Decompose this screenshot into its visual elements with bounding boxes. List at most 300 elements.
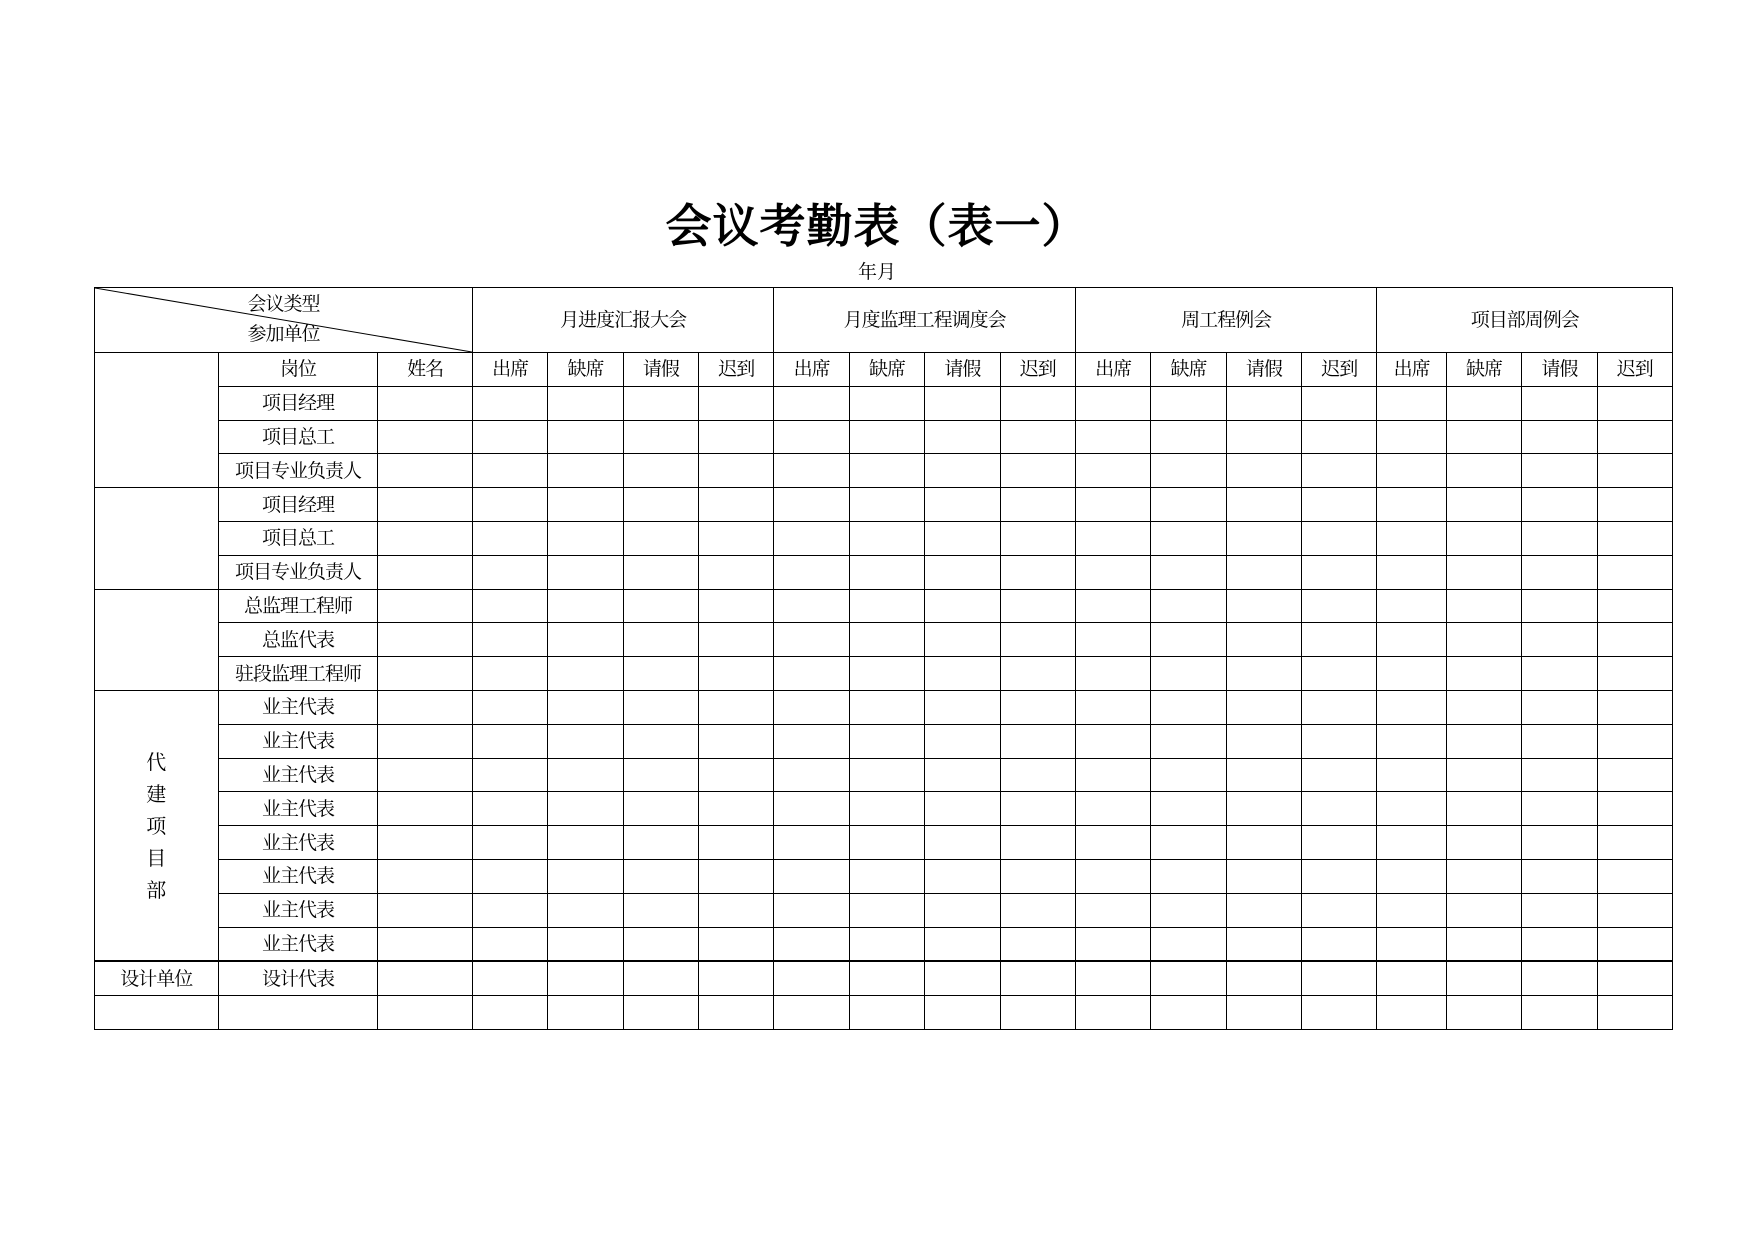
attendance-cell[interactable] <box>774 859 849 893</box>
attendance-cell[interactable] <box>472 420 547 454</box>
attendance-cell[interactable] <box>1597 961 1672 995</box>
attendance-cell[interactable] <box>925 996 1000 1030</box>
attendance-cell[interactable] <box>925 420 1000 454</box>
attendance-cell[interactable] <box>472 657 547 691</box>
attendance-cell[interactable] <box>774 521 849 555</box>
attendance-cell[interactable] <box>623 623 698 657</box>
attendance-cell[interactable] <box>548 792 623 826</box>
attendance-cell[interactable] <box>1446 420 1521 454</box>
attendance-cell[interactable] <box>1302 555 1377 589</box>
attendance-cell[interactable] <box>1522 589 1597 623</box>
attendance-cell[interactable] <box>1075 893 1150 927</box>
attendance-cell[interactable] <box>1522 623 1597 657</box>
attendance-cell[interactable] <box>774 454 849 488</box>
attendance-cell[interactable] <box>1377 589 1446 623</box>
attendance-cell[interactable] <box>849 859 924 893</box>
attendance-cell[interactable] <box>1446 454 1521 488</box>
attendance-cell[interactable] <box>1226 657 1301 691</box>
attendance-cell[interactable] <box>1446 386 1521 420</box>
attendance-cell[interactable] <box>1000 555 1075 589</box>
attendance-cell[interactable] <box>472 826 547 860</box>
attendance-cell[interactable] <box>1597 623 1672 657</box>
attendance-cell[interactable] <box>1377 521 1446 555</box>
attendance-cell[interactable] <box>774 961 849 995</box>
attendance-cell[interactable] <box>849 996 924 1030</box>
attendance-cell[interactable] <box>925 386 1000 420</box>
attendance-cell[interactable] <box>1151 859 1226 893</box>
name-cell[interactable] <box>378 961 472 995</box>
attendance-cell[interactable] <box>849 657 924 691</box>
attendance-cell[interactable] <box>1000 690 1075 724</box>
attendance-cell[interactable] <box>1597 386 1672 420</box>
attendance-cell[interactable] <box>1151 623 1226 657</box>
attendance-cell[interactable] <box>1302 792 1377 826</box>
attendance-cell[interactable] <box>472 623 547 657</box>
attendance-cell[interactable] <box>1226 454 1301 488</box>
attendance-cell[interactable] <box>472 386 547 420</box>
attendance-cell[interactable] <box>774 657 849 691</box>
attendance-cell[interactable] <box>1226 792 1301 826</box>
attendance-cell[interactable] <box>1075 690 1150 724</box>
name-cell[interactable] <box>378 690 472 724</box>
attendance-cell[interactable] <box>1151 657 1226 691</box>
attendance-cell[interactable] <box>1151 454 1226 488</box>
attendance-cell[interactable] <box>472 488 547 522</box>
attendance-cell[interactable] <box>1226 623 1301 657</box>
attendance-cell[interactable] <box>699 961 774 995</box>
attendance-cell[interactable] <box>699 521 774 555</box>
attendance-cell[interactable] <box>1075 420 1150 454</box>
attendance-cell[interactable] <box>699 996 774 1030</box>
attendance-cell[interactable] <box>1000 792 1075 826</box>
attendance-cell[interactable] <box>699 927 774 961</box>
attendance-cell[interactable] <box>1302 454 1377 488</box>
attendance-cell[interactable] <box>1075 623 1150 657</box>
attendance-cell[interactable] <box>472 589 547 623</box>
attendance-cell[interactable] <box>1075 859 1150 893</box>
attendance-cell[interactable] <box>1000 826 1075 860</box>
attendance-cell[interactable] <box>1377 420 1446 454</box>
attendance-cell[interactable] <box>774 488 849 522</box>
attendance-cell[interactable] <box>1597 758 1672 792</box>
attendance-cell[interactable] <box>623 386 698 420</box>
attendance-cell[interactable] <box>774 420 849 454</box>
attendance-cell[interactable] <box>472 961 547 995</box>
attendance-cell[interactable] <box>1522 996 1597 1030</box>
attendance-cell[interactable] <box>1377 758 1446 792</box>
attendance-cell[interactable] <box>925 826 1000 860</box>
attendance-cell[interactable] <box>774 826 849 860</box>
attendance-cell[interactable] <box>849 690 924 724</box>
attendance-cell[interactable] <box>925 589 1000 623</box>
attendance-cell[interactable] <box>1151 555 1226 589</box>
attendance-cell[interactable] <box>699 826 774 860</box>
attendance-cell[interactable] <box>1302 690 1377 724</box>
attendance-cell[interactable] <box>849 724 924 758</box>
attendance-cell[interactable] <box>1446 927 1521 961</box>
attendance-cell[interactable] <box>472 555 547 589</box>
attendance-cell[interactable] <box>849 589 924 623</box>
attendance-cell[interactable] <box>774 623 849 657</box>
attendance-cell[interactable] <box>472 521 547 555</box>
attendance-cell[interactable] <box>1226 724 1301 758</box>
attendance-cell[interactable] <box>1597 420 1672 454</box>
attendance-cell[interactable] <box>472 724 547 758</box>
attendance-cell[interactable] <box>1446 996 1521 1030</box>
attendance-cell[interactable] <box>623 589 698 623</box>
attendance-cell[interactable] <box>1377 386 1446 420</box>
attendance-cell[interactable] <box>1302 927 1377 961</box>
attendance-cell[interactable] <box>1597 555 1672 589</box>
attendance-cell[interactable] <box>925 859 1000 893</box>
attendance-cell[interactable] <box>699 758 774 792</box>
attendance-cell[interactable] <box>1597 826 1672 860</box>
attendance-cell[interactable] <box>1075 386 1150 420</box>
attendance-cell[interactable] <box>1075 521 1150 555</box>
attendance-cell[interactable] <box>1522 927 1597 961</box>
attendance-cell[interactable] <box>1446 758 1521 792</box>
attendance-cell[interactable] <box>472 792 547 826</box>
attendance-cell[interactable] <box>774 724 849 758</box>
attendance-cell[interactable] <box>1151 724 1226 758</box>
attendance-cell[interactable] <box>1597 690 1672 724</box>
attendance-cell[interactable] <box>774 792 849 826</box>
attendance-cell[interactable] <box>774 690 849 724</box>
attendance-cell[interactable] <box>1522 724 1597 758</box>
attendance-cell[interactable] <box>548 454 623 488</box>
attendance-cell[interactable] <box>849 893 924 927</box>
attendance-cell[interactable] <box>1377 555 1446 589</box>
attendance-cell[interactable] <box>1446 893 1521 927</box>
attendance-cell[interactable] <box>1522 657 1597 691</box>
attendance-cell[interactable] <box>1000 420 1075 454</box>
attendance-cell[interactable] <box>548 758 623 792</box>
name-cell[interactable] <box>378 623 472 657</box>
attendance-cell[interactable] <box>1075 826 1150 860</box>
attendance-cell[interactable] <box>1446 657 1521 691</box>
attendance-cell[interactable] <box>925 724 1000 758</box>
attendance-cell[interactable] <box>623 792 698 826</box>
attendance-cell[interactable] <box>1151 927 1226 961</box>
attendance-cell[interactable] <box>548 521 623 555</box>
attendance-cell[interactable] <box>1522 961 1597 995</box>
name-cell[interactable] <box>378 488 472 522</box>
attendance-cell[interactable] <box>1522 488 1597 522</box>
attendance-cell[interactable] <box>1226 488 1301 522</box>
attendance-cell[interactable] <box>1226 690 1301 724</box>
attendance-cell[interactable] <box>1075 657 1150 691</box>
attendance-cell[interactable] <box>1522 555 1597 589</box>
attendance-cell[interactable] <box>623 826 698 860</box>
attendance-cell[interactable] <box>1151 589 1226 623</box>
attendance-cell[interactable] <box>1075 724 1150 758</box>
attendance-cell[interactable] <box>623 724 698 758</box>
attendance-cell[interactable] <box>1377 859 1446 893</box>
attendance-cell[interactable] <box>1075 792 1150 826</box>
name-cell[interactable] <box>378 521 472 555</box>
attendance-cell[interactable] <box>1597 927 1672 961</box>
name-cell[interactable] <box>378 826 472 860</box>
attendance-cell[interactable] <box>925 690 1000 724</box>
attendance-cell[interactable] <box>1000 859 1075 893</box>
name-cell[interactable] <box>378 724 472 758</box>
attendance-cell[interactable] <box>1075 927 1150 961</box>
attendance-cell[interactable] <box>1522 826 1597 860</box>
attendance-cell[interactable] <box>1000 893 1075 927</box>
attendance-cell[interactable] <box>1302 521 1377 555</box>
attendance-cell[interactable] <box>548 893 623 927</box>
attendance-cell[interactable] <box>1302 420 1377 454</box>
attendance-cell[interactable] <box>548 488 623 522</box>
attendance-cell[interactable] <box>623 961 698 995</box>
attendance-cell[interactable] <box>1151 961 1226 995</box>
attendance-cell[interactable] <box>1075 961 1150 995</box>
name-cell[interactable] <box>378 996 472 1030</box>
attendance-cell[interactable] <box>1446 690 1521 724</box>
attendance-cell[interactable] <box>1522 690 1597 724</box>
attendance-cell[interactable] <box>699 657 774 691</box>
name-cell[interactable] <box>378 386 472 420</box>
attendance-cell[interactable] <box>849 386 924 420</box>
name-cell[interactable] <box>378 420 472 454</box>
attendance-cell[interactable] <box>548 420 623 454</box>
attendance-cell[interactable] <box>699 420 774 454</box>
attendance-cell[interactable] <box>774 386 849 420</box>
attendance-cell[interactable] <box>623 521 698 555</box>
attendance-cell[interactable] <box>1226 893 1301 927</box>
attendance-cell[interactable] <box>1597 996 1672 1030</box>
name-cell[interactable] <box>378 589 472 623</box>
attendance-cell[interactable] <box>623 657 698 691</box>
attendance-cell[interactable] <box>1522 454 1597 488</box>
attendance-cell[interactable] <box>1075 589 1150 623</box>
attendance-cell[interactable] <box>1000 996 1075 1030</box>
attendance-cell[interactable] <box>1377 690 1446 724</box>
attendance-cell[interactable] <box>548 859 623 893</box>
attendance-cell[interactable] <box>925 792 1000 826</box>
attendance-cell[interactable] <box>1377 488 1446 522</box>
attendance-cell[interactable] <box>699 859 774 893</box>
attendance-cell[interactable] <box>699 690 774 724</box>
attendance-cell[interactable] <box>1000 623 1075 657</box>
attendance-cell[interactable] <box>1446 589 1521 623</box>
attendance-cell[interactable] <box>699 893 774 927</box>
attendance-cell[interactable] <box>472 927 547 961</box>
attendance-cell[interactable] <box>925 454 1000 488</box>
attendance-cell[interactable] <box>849 488 924 522</box>
attendance-cell[interactable] <box>699 792 774 826</box>
attendance-cell[interactable] <box>1597 792 1672 826</box>
attendance-cell[interactable] <box>548 690 623 724</box>
attendance-cell[interactable] <box>1000 488 1075 522</box>
attendance-cell[interactable] <box>548 927 623 961</box>
attendance-cell[interactable] <box>1522 521 1597 555</box>
attendance-cell[interactable] <box>849 927 924 961</box>
attendance-cell[interactable] <box>925 893 1000 927</box>
attendance-cell[interactable] <box>623 893 698 927</box>
attendance-cell[interactable] <box>925 521 1000 555</box>
attendance-cell[interactable] <box>1151 758 1226 792</box>
attendance-cell[interactable] <box>849 961 924 995</box>
attendance-cell[interactable] <box>774 555 849 589</box>
name-cell[interactable] <box>378 792 472 826</box>
attendance-cell[interactable] <box>1597 893 1672 927</box>
attendance-cell[interactable] <box>1302 996 1377 1030</box>
attendance-cell[interactable] <box>1597 521 1672 555</box>
attendance-cell[interactable] <box>548 961 623 995</box>
attendance-cell[interactable] <box>1377 927 1446 961</box>
attendance-cell[interactable] <box>1226 555 1301 589</box>
attendance-cell[interactable] <box>774 758 849 792</box>
attendance-cell[interactable] <box>472 758 547 792</box>
attendance-cell[interactable] <box>623 555 698 589</box>
attendance-cell[interactable] <box>1151 386 1226 420</box>
attendance-cell[interactable] <box>849 521 924 555</box>
attendance-cell[interactable] <box>699 589 774 623</box>
attendance-cell[interactable] <box>1226 420 1301 454</box>
attendance-cell[interactable] <box>472 454 547 488</box>
attendance-cell[interactable] <box>1151 893 1226 927</box>
attendance-cell[interactable] <box>548 826 623 860</box>
attendance-cell[interactable] <box>1446 521 1521 555</box>
attendance-cell[interactable] <box>1597 859 1672 893</box>
attendance-cell[interactable] <box>1075 555 1150 589</box>
attendance-cell[interactable] <box>623 420 698 454</box>
attendance-cell[interactable] <box>548 996 623 1030</box>
attendance-cell[interactable] <box>774 893 849 927</box>
attendance-cell[interactable] <box>925 623 1000 657</box>
unit-cell[interactable] <box>95 996 219 1030</box>
attendance-cell[interactable] <box>925 758 1000 792</box>
attendance-cell[interactable] <box>699 488 774 522</box>
attendance-cell[interactable] <box>849 420 924 454</box>
attendance-cell[interactable] <box>472 690 547 724</box>
attendance-cell[interactable] <box>548 657 623 691</box>
attendance-cell[interactable] <box>1446 859 1521 893</box>
attendance-cell[interactable] <box>1446 792 1521 826</box>
attendance-cell[interactable] <box>699 386 774 420</box>
attendance-cell[interactable] <box>699 623 774 657</box>
attendance-cell[interactable] <box>849 826 924 860</box>
name-cell[interactable] <box>378 657 472 691</box>
attendance-cell[interactable] <box>1302 758 1377 792</box>
attendance-cell[interactable] <box>623 758 698 792</box>
attendance-cell[interactable] <box>849 454 924 488</box>
attendance-cell[interactable] <box>548 386 623 420</box>
attendance-cell[interactable] <box>1522 420 1597 454</box>
attendance-cell[interactable] <box>1597 657 1672 691</box>
attendance-cell[interactable] <box>1000 386 1075 420</box>
attendance-cell[interactable] <box>1302 893 1377 927</box>
attendance-cell[interactable] <box>623 859 698 893</box>
attendance-cell[interactable] <box>548 724 623 758</box>
attendance-cell[interactable] <box>1522 386 1597 420</box>
attendance-cell[interactable] <box>1377 792 1446 826</box>
attendance-cell[interactable] <box>1446 488 1521 522</box>
attendance-cell[interactable] <box>1302 623 1377 657</box>
attendance-cell[interactable] <box>1000 927 1075 961</box>
attendance-cell[interactable] <box>925 488 1000 522</box>
attendance-cell[interactable] <box>849 555 924 589</box>
attendance-cell[interactable] <box>774 996 849 1030</box>
attendance-cell[interactable] <box>1446 961 1521 995</box>
attendance-cell[interactable] <box>1597 454 1672 488</box>
attendance-cell[interactable] <box>1226 996 1301 1030</box>
attendance-cell[interactable] <box>849 792 924 826</box>
attendance-cell[interactable] <box>623 996 698 1030</box>
attendance-cell[interactable] <box>1377 961 1446 995</box>
attendance-cell[interactable] <box>699 454 774 488</box>
attendance-cell[interactable] <box>1075 758 1150 792</box>
attendance-cell[interactable] <box>1302 859 1377 893</box>
attendance-cell[interactable] <box>849 758 924 792</box>
attendance-cell[interactable] <box>1000 454 1075 488</box>
attendance-cell[interactable] <box>1446 724 1521 758</box>
attendance-cell[interactable] <box>1000 961 1075 995</box>
attendance-cell[interactable] <box>623 927 698 961</box>
attendance-cell[interactable] <box>1377 623 1446 657</box>
attendance-cell[interactable] <box>699 724 774 758</box>
attendance-cell[interactable] <box>1226 589 1301 623</box>
attendance-cell[interactable] <box>548 555 623 589</box>
attendance-cell[interactable] <box>623 454 698 488</box>
attendance-cell[interactable] <box>849 623 924 657</box>
attendance-cell[interactable] <box>1597 488 1672 522</box>
attendance-cell[interactable] <box>1000 657 1075 691</box>
attendance-cell[interactable] <box>774 589 849 623</box>
attendance-cell[interactable] <box>1075 488 1150 522</box>
name-cell[interactable] <box>378 927 472 961</box>
attendance-cell[interactable] <box>1302 589 1377 623</box>
attendance-cell[interactable] <box>1151 521 1226 555</box>
attendance-cell[interactable] <box>548 589 623 623</box>
attendance-cell[interactable] <box>1000 724 1075 758</box>
attendance-cell[interactable] <box>1151 690 1226 724</box>
attendance-cell[interactable] <box>1377 454 1446 488</box>
attendance-cell[interactable] <box>1522 758 1597 792</box>
attendance-cell[interactable] <box>1522 893 1597 927</box>
attendance-cell[interactable] <box>1302 961 1377 995</box>
attendance-cell[interactable] <box>774 927 849 961</box>
attendance-cell[interactable] <box>1446 555 1521 589</box>
attendance-cell[interactable] <box>1075 454 1150 488</box>
attendance-cell[interactable] <box>1522 792 1597 826</box>
attendance-cell[interactable] <box>1226 386 1301 420</box>
attendance-cell[interactable] <box>1226 826 1301 860</box>
name-cell[interactable] <box>378 758 472 792</box>
attendance-cell[interactable] <box>1302 488 1377 522</box>
attendance-cell[interactable] <box>925 555 1000 589</box>
attendance-cell[interactable] <box>1226 521 1301 555</box>
attendance-cell[interactable] <box>1151 488 1226 522</box>
attendance-cell[interactable] <box>623 488 698 522</box>
name-cell[interactable] <box>378 893 472 927</box>
attendance-cell[interactable] <box>1377 657 1446 691</box>
attendance-cell[interactable] <box>1151 420 1226 454</box>
attendance-cell[interactable] <box>925 961 1000 995</box>
attendance-cell[interactable] <box>472 996 547 1030</box>
attendance-cell[interactable] <box>1302 657 1377 691</box>
name-cell[interactable] <box>378 555 472 589</box>
attendance-cell[interactable] <box>1597 724 1672 758</box>
attendance-cell[interactable] <box>1522 859 1597 893</box>
attendance-cell[interactable] <box>1226 927 1301 961</box>
attendance-cell[interactable] <box>1302 386 1377 420</box>
attendance-cell[interactable] <box>1151 792 1226 826</box>
attendance-cell[interactable] <box>548 623 623 657</box>
position-cell[interactable] <box>218 996 378 1030</box>
attendance-cell[interactable] <box>1000 758 1075 792</box>
